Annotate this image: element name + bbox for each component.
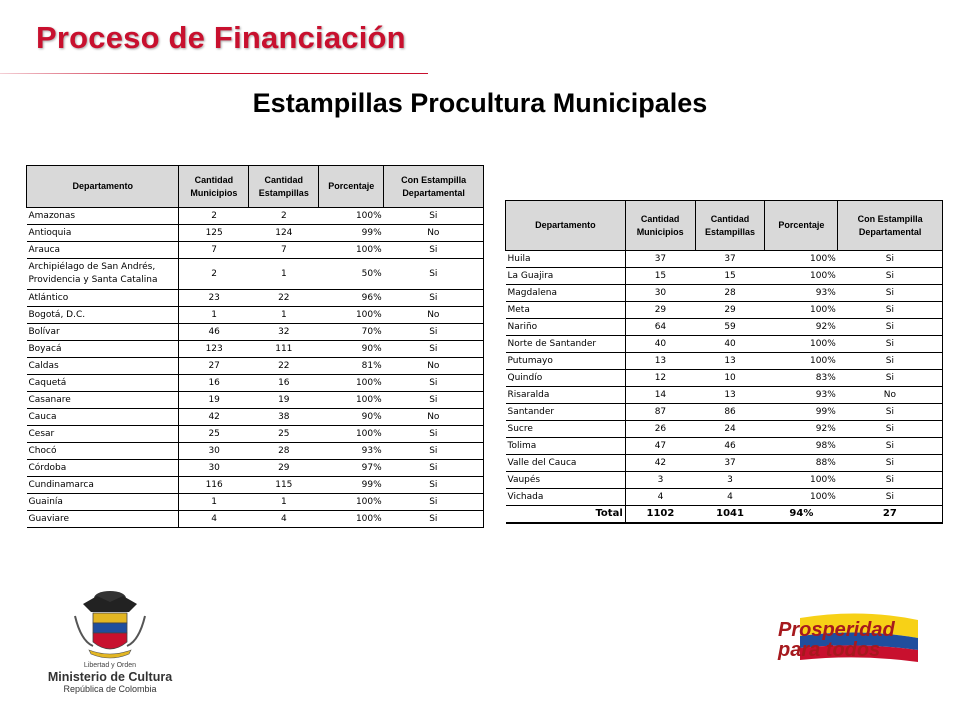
estampillas-cell: 40 [695,336,765,353]
departamental-cell: Si [838,455,943,472]
table-row [506,302,943,319]
municipios-cell: 23 [179,290,249,307]
departamental-cell: Si [384,477,484,494]
table-row [27,477,484,494]
municipios-cell: 14 [625,387,695,404]
table-row [506,319,943,336]
table-row [27,341,484,358]
table-row [27,259,484,290]
estampillas-cell: 16 [249,375,319,392]
estampillas-cell: 29 [249,460,319,477]
department-cell: Cesar [27,426,179,443]
table-row [27,307,484,324]
municipios-cell: 40 [625,336,695,353]
department-cell: Santander [506,404,626,421]
total-estampillas: 1041 [695,506,765,524]
porcentaje-cell: 100% [319,208,384,225]
coat-of-arms-icon [45,586,175,696]
porcentaje-cell: 93% [765,387,838,404]
departamental-cell: Si [384,242,484,259]
prosperidad-logo [770,610,920,680]
porcentaje-cell: 99% [765,404,838,421]
municipios-cell: 7 [179,242,249,259]
department-cell: Sucre [506,421,626,438]
departamental-cell: Si [838,302,943,319]
porcentaje-cell: 90% [319,341,384,358]
department-cell: Archipiélago de San Andrés, Providencia y Santa Catalina [27,259,179,290]
estampillas-cell: 25 [249,426,319,443]
department-cell: Amazonas [27,208,179,225]
estampillas-cell: 7 [249,242,319,259]
estampillas-cell: 1 [249,494,319,511]
table-row [506,455,943,472]
estampillas-cell: 22 [249,290,319,307]
department-cell: Magdalena [506,285,626,302]
table-row [506,285,943,302]
porcentaje-cell: 93% [319,443,384,460]
departamental-cell: No [384,307,484,324]
porcentaje-cell: 99% [319,477,384,494]
estampillas-cell: 86 [695,404,765,421]
department-cell: Casanare [27,392,179,409]
estampillas-cell: 37 [695,251,765,268]
column-header-departamento: Departamento [506,201,626,251]
departamental-cell: Si [838,336,943,353]
table-row [27,208,484,225]
table-row [506,370,943,387]
departamental-cell: Si [384,426,484,443]
departamental-cell: Si [384,341,484,358]
porcentaje-cell: 96% [319,290,384,307]
table-row [506,353,943,370]
departamental-cell: Si [838,251,943,268]
porcentaje-cell: 100% [765,489,838,506]
departamental-cell: Si [838,404,943,421]
table-row [27,324,484,341]
department-cell: Cundinamarca [27,477,179,494]
column-header-cantidad-estampillas: Cantidad Estampillas [695,201,765,251]
estampillas-cell: 46 [695,438,765,455]
table-row [27,426,484,443]
table-row [506,404,943,421]
total-porcentaje: 94% [765,506,838,524]
estampillas-cell: 32 [249,324,319,341]
estampillas-cell: 1 [249,259,319,290]
estampillas-cell: 2 [249,208,319,225]
estampillas-cell: 13 [695,387,765,404]
department-cell: Bolívar [27,324,179,341]
porcentaje-cell: 90% [319,409,384,426]
department-cell: Risaralda [506,387,626,404]
porcentaje-cell: 93% [765,285,838,302]
title-underline [0,73,428,74]
municipios-cell: 42 [179,409,249,426]
municipios-cell: 46 [179,324,249,341]
total-municipios: 1102 [625,506,695,524]
departamental-cell: Si [838,489,943,506]
department-cell: Huila [506,251,626,268]
municipios-cell: 29 [625,302,695,319]
prosperidad-text [778,620,895,660]
municipios-cell: 2 [179,208,249,225]
municipios-cell: 26 [625,421,695,438]
total-departamental: 27 [838,506,943,524]
departamental-cell: Si [384,259,484,290]
department-cell: Antioquia [27,225,179,242]
table-row [27,225,484,242]
municipios-cell: 19 [179,392,249,409]
porcentaje-cell: 83% [765,370,838,387]
estampillas-cell: 19 [249,392,319,409]
estampillas-cell: 111 [249,341,319,358]
table-row [27,358,484,375]
column-header-porcentaje: Porcentaje [765,201,838,251]
departamental-cell: Si [838,421,943,438]
department-cell: Tolima [506,438,626,455]
table-row [506,438,943,455]
municipios-cell: 3 [625,472,695,489]
slide-subtitle: Estampillas Procultura Municipales [252,88,708,118]
departamental-cell: Si [838,438,943,455]
porcentaje-cell: 100% [319,242,384,259]
table-row [506,268,943,285]
motto-text: Libertad y Orden [83,662,137,669]
municipios-cell: 1 [179,307,249,324]
municipios-cell: 37 [625,251,695,268]
departamental-cell: Si [384,494,484,511]
departamental-cell: No [384,409,484,426]
porcentaje-cell: 50% [319,259,384,290]
departamental-cell: Si [838,472,943,489]
column-header-cantidad-estampillas: Cantidad Estampillas [249,166,319,208]
department-cell: Meta [506,302,626,319]
department-cell: La Guajira [506,268,626,285]
table-row [27,409,484,426]
departments-table-right [505,200,943,524]
departments-table-left [26,165,484,528]
departamental-cell: No [384,225,484,242]
total-label: Total [506,506,626,524]
prosperidad-line2: para todos [778,639,881,661]
porcentaje-cell: 100% [765,251,838,268]
porcentaje-cell: 100% [765,472,838,489]
estampillas-cell: 28 [249,443,319,460]
department-cell: Guaviare [27,511,179,528]
department-cell: Guainía [27,494,179,511]
municipios-cell: 13 [625,353,695,370]
estampillas-cell: 3 [695,472,765,489]
department-cell: Vaupés [506,472,626,489]
prosperidad-line1: Prosperidad [778,619,895,641]
estampillas-cell: 37 [695,455,765,472]
departamental-cell: Si [838,353,943,370]
porcentaje-cell: 92% [765,319,838,336]
municipios-cell: 12 [625,370,695,387]
table-row [506,421,943,438]
departamental-cell: Si [838,285,943,302]
department-cell: Arauca [27,242,179,259]
municipios-cell: 15 [625,268,695,285]
porcentaje-cell: 100% [319,375,384,392]
table-row [27,494,484,511]
estampillas-cell: 59 [695,319,765,336]
department-cell: Chocó [27,443,179,460]
municipios-cell: 4 [625,489,695,506]
slide-title: Proceso de Financiación [36,20,406,55]
estampillas-cell: 38 [249,409,319,426]
table-row [506,387,943,404]
department-cell: Putumayo [506,353,626,370]
departamental-cell: Si [384,375,484,392]
total-row [506,506,943,524]
departamental-cell: Si [838,370,943,387]
department-cell: Vichada [506,489,626,506]
column-header-con-estampilla-departamental: Con Estampilla Departamental [384,166,484,208]
porcentaje-cell: 81% [319,358,384,375]
porcentaje-cell: 97% [319,460,384,477]
column-header-cantidad-municipios: Cantidad Municipios [179,166,249,208]
estampillas-cell: 4 [249,511,319,528]
table-row [506,489,943,506]
column-header-cantidad-municipios: Cantidad Municipios [625,201,695,251]
departamental-cell: Si [838,268,943,285]
estampillas-cell: 115 [249,477,319,494]
department-cell: Quindío [506,370,626,387]
department-cell: Córdoba [27,460,179,477]
departamental-cell: Si [384,460,484,477]
department-cell: Boyacá [27,341,179,358]
departamental-cell: Si [384,392,484,409]
municipios-cell: 27 [179,358,249,375]
porcentaje-cell: 92% [765,421,838,438]
porcentaje-cell: 100% [765,353,838,370]
table-row [27,443,484,460]
municipios-cell: 47 [625,438,695,455]
municipios-cell: 2 [179,259,249,290]
municipios-cell: 125 [179,225,249,242]
municipios-cell: 64 [625,319,695,336]
municipios-cell: 1 [179,494,249,511]
estampillas-cell: 13 [695,353,765,370]
porcentaje-cell: 100% [319,392,384,409]
table-row [27,392,484,409]
departamental-cell: Si [384,511,484,528]
department-cell: Cauca [27,409,179,426]
municipios-cell: 25 [179,426,249,443]
table-row [27,375,484,392]
country-name: República de Colombia [63,684,157,694]
porcentaje-cell: 99% [319,225,384,242]
column-header-con-estampilla-departamental: Con Estampilla Departamental [838,201,943,251]
estampillas-cell: 10 [695,370,765,387]
departamental-cell: Si [384,290,484,307]
municipios-cell: 30 [625,285,695,302]
municipios-cell: 4 [179,511,249,528]
porcentaje-cell: 100% [319,307,384,324]
ministerio-cultura-logo [45,586,175,696]
porcentaje-cell: 100% [765,302,838,319]
municipios-cell: 87 [625,404,695,421]
porcentaje-cell: 100% [319,494,384,511]
porcentaje-cell: 100% [765,336,838,353]
municipios-cell: 30 [179,460,249,477]
table-row [506,336,943,353]
porcentaje-cell: 70% [319,324,384,341]
department-cell: Valle del Cauca [506,455,626,472]
department-cell: Atlántico [27,290,179,307]
table-row [27,290,484,307]
table-row [27,242,484,259]
table-row [506,251,943,268]
department-cell: Bogotá, D.C. [27,307,179,324]
estampillas-cell: 1 [249,307,319,324]
table-row [27,511,484,528]
porcentaje-cell: 98% [765,438,838,455]
departamental-cell: Si [838,319,943,336]
municipios-cell: 16 [179,375,249,392]
department-cell: Norte de Santander [506,336,626,353]
estampillas-cell: 29 [695,302,765,319]
estampillas-cell: 22 [249,358,319,375]
municipios-cell: 30 [179,443,249,460]
municipios-cell: 123 [179,341,249,358]
porcentaje-cell: 88% [765,455,838,472]
estampillas-cell: 4 [695,489,765,506]
department-cell: Caldas [27,358,179,375]
estampillas-cell: 28 [695,285,765,302]
municipios-cell: 42 [625,455,695,472]
porcentaje-cell: 100% [765,268,838,285]
departamental-cell: Si [384,443,484,460]
porcentaje-cell: 100% [319,511,384,528]
ministry-name: Ministerio de Cultura [47,670,173,684]
department-cell: Nariño [506,319,626,336]
estampillas-cell: 15 [695,268,765,285]
departamental-cell: No [838,387,943,404]
departamental-cell: Si [384,324,484,341]
estampillas-cell: 24 [695,421,765,438]
column-header-porcentaje: Porcentaje [319,166,384,208]
column-header-departamento: Departamento [27,166,179,208]
porcentaje-cell: 100% [319,426,384,443]
departamental-cell: No [384,358,484,375]
departamental-cell: Si [384,208,484,225]
department-cell: Caquetá [27,375,179,392]
table-row [27,460,484,477]
estampillas-cell: 124 [249,225,319,242]
municipios-cell: 116 [179,477,249,494]
table-row [506,472,943,489]
